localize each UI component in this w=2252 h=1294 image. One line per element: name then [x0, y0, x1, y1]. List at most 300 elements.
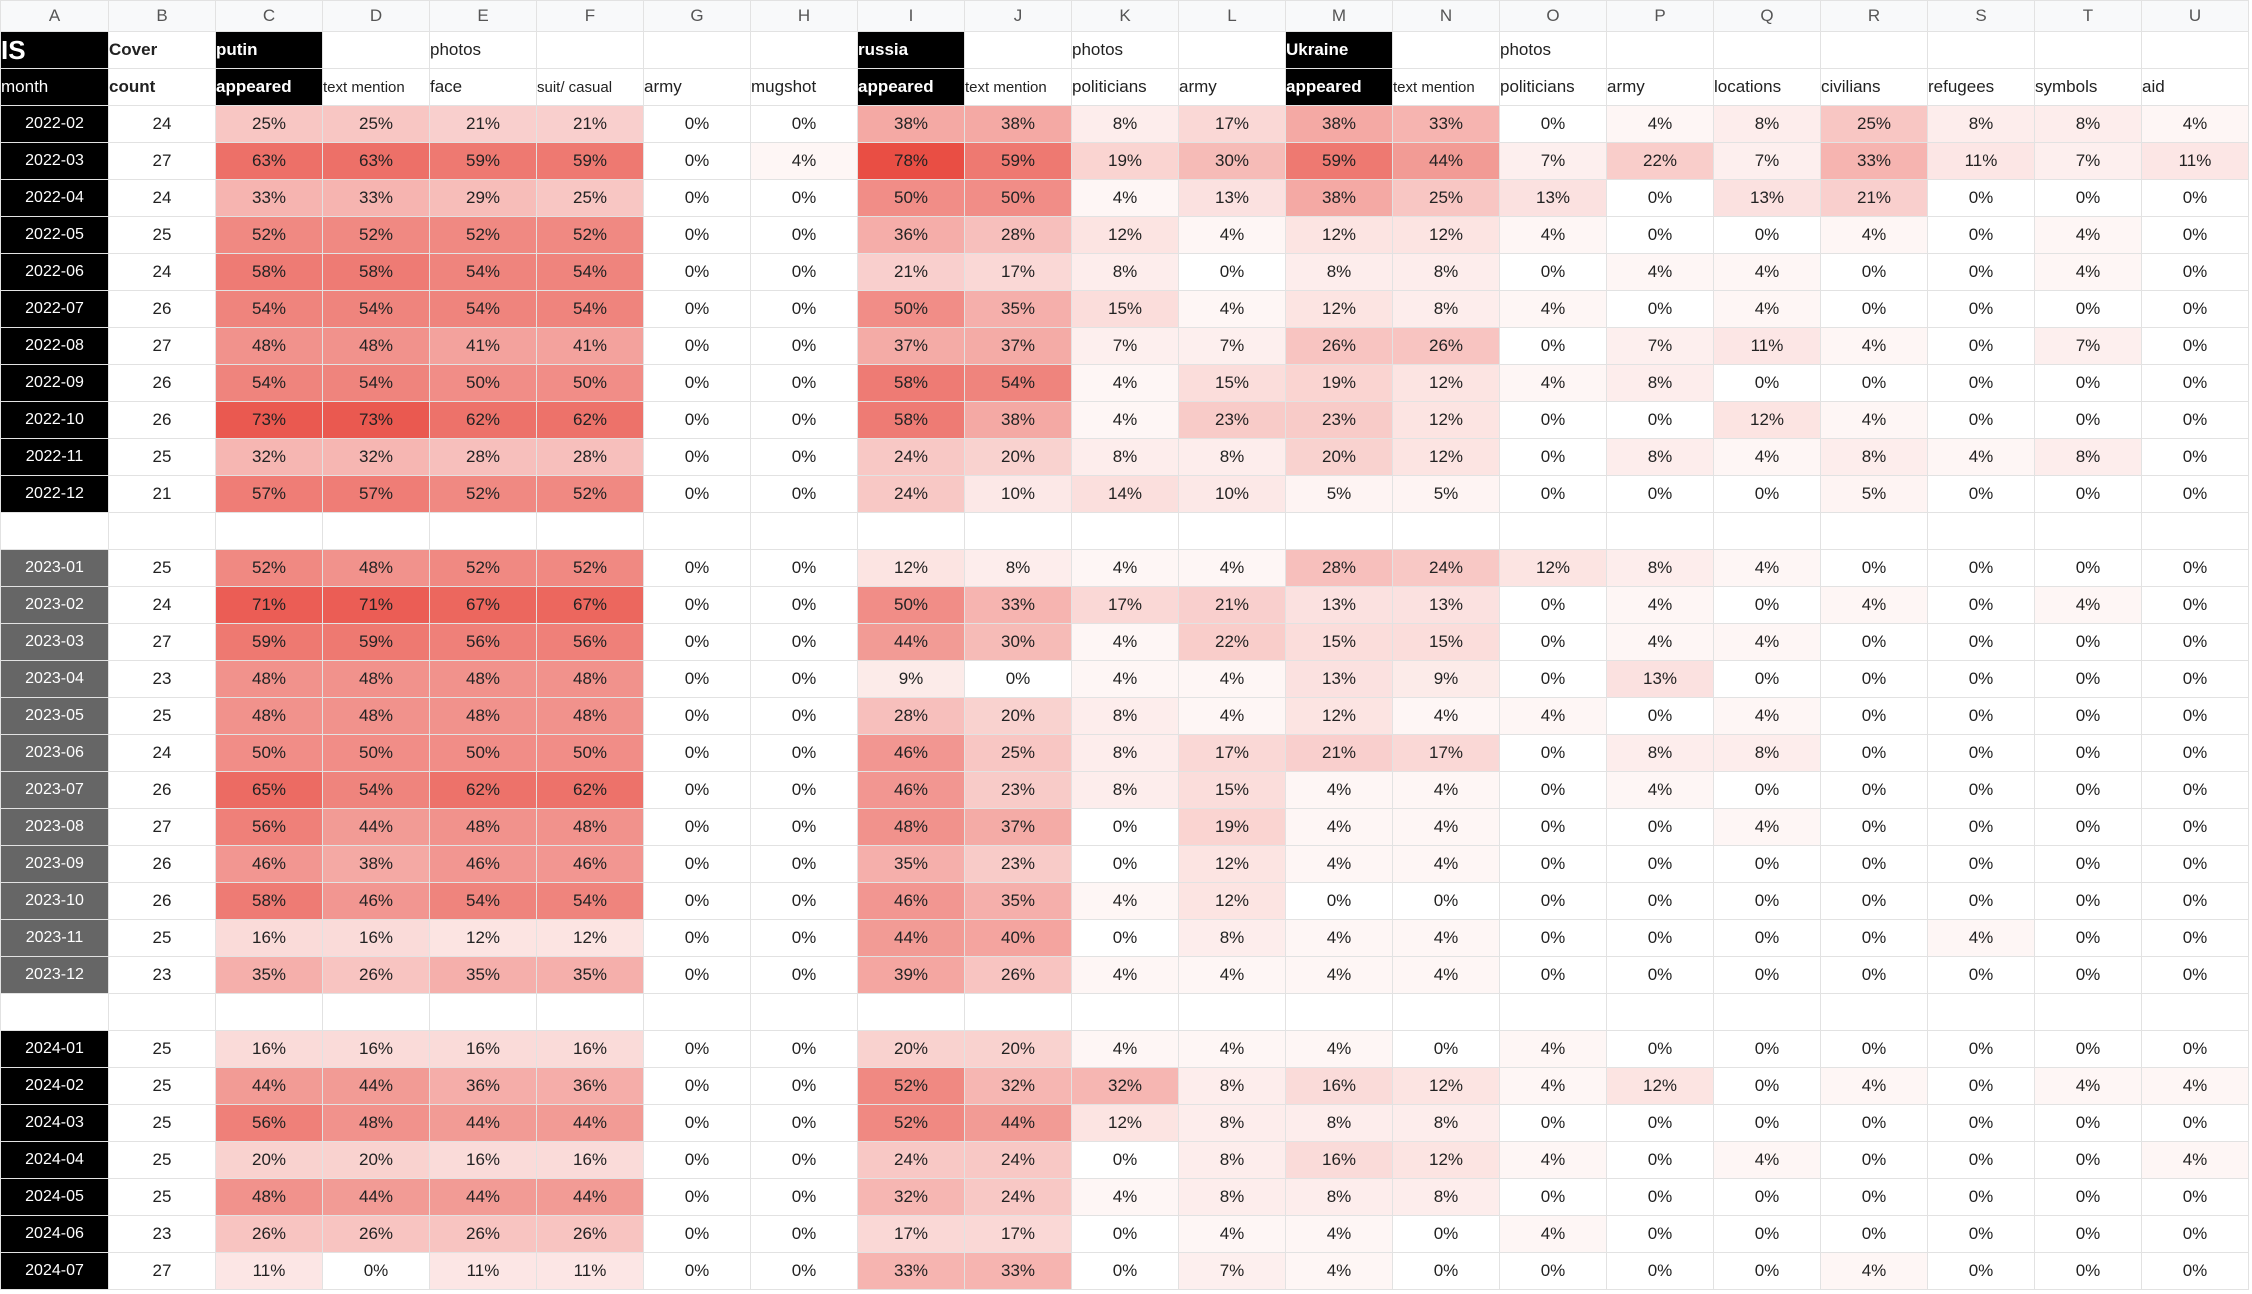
- percent-cell[interactable]: 0%: [1821, 698, 1928, 735]
- percent-cell[interactable]: 0%: [2142, 1031, 2249, 1068]
- percent-cell[interactable]: 4%: [1286, 846, 1393, 883]
- percent-cell[interactable]: 5%: [1393, 476, 1500, 513]
- header-cell[interactable]: photos: [1072, 32, 1179, 69]
- percent-cell[interactable]: 0%: [2035, 365, 2142, 402]
- percent-cell[interactable]: 4%: [1500, 291, 1607, 328]
- empty-cell[interactable]: [751, 513, 858, 550]
- percent-cell[interactable]: 4%: [1286, 920, 1393, 957]
- empty-cell[interactable]: [216, 513, 323, 550]
- percent-cell[interactable]: 48%: [430, 809, 537, 846]
- percent-cell[interactable]: 0%: [2142, 624, 2249, 661]
- month-cell[interactable]: 2024-01: [1, 1031, 109, 1068]
- percent-cell[interactable]: 21%: [858, 254, 965, 291]
- header-cell[interactable]: Ukraine: [1286, 32, 1393, 69]
- column-header-s[interactable]: S: [1928, 1, 2035, 32]
- percent-cell[interactable]: 4%: [1393, 846, 1500, 883]
- percent-cell[interactable]: 48%: [216, 328, 323, 365]
- month-cell[interactable]: 2022-12: [1, 476, 109, 513]
- empty-cell[interactable]: [323, 994, 430, 1031]
- percent-cell[interactable]: 30%: [1179, 143, 1286, 180]
- percent-cell[interactable]: 11%: [216, 1253, 323, 1290]
- empty-cell[interactable]: [1500, 994, 1607, 1031]
- percent-cell[interactable]: 56%: [216, 1105, 323, 1142]
- percent-cell[interactable]: 4%: [1500, 217, 1607, 254]
- percent-cell[interactable]: 37%: [965, 809, 1072, 846]
- percent-cell[interactable]: 0%: [751, 735, 858, 772]
- count-cell[interactable]: 23: [109, 661, 216, 698]
- percent-cell[interactable]: 15%: [1286, 624, 1393, 661]
- empty-cell[interactable]: [1500, 513, 1607, 550]
- percent-cell[interactable]: 16%: [323, 1031, 430, 1068]
- percent-cell[interactable]: 44%: [858, 920, 965, 957]
- percent-cell[interactable]: 36%: [537, 1068, 644, 1105]
- percent-cell[interactable]: 0%: [644, 920, 751, 957]
- percent-cell[interactable]: 44%: [323, 1179, 430, 1216]
- percent-cell[interactable]: 0%: [751, 476, 858, 513]
- percent-cell[interactable]: 62%: [537, 772, 644, 809]
- percent-cell[interactable]: 0%: [323, 1253, 430, 1290]
- percent-cell[interactable]: 0%: [644, 661, 751, 698]
- percent-cell[interactable]: 59%: [430, 143, 537, 180]
- count-cell[interactable]: 25: [109, 550, 216, 587]
- percent-cell[interactable]: 44%: [430, 1105, 537, 1142]
- percent-cell[interactable]: 13%: [1393, 587, 1500, 624]
- percent-cell[interactable]: 59%: [323, 624, 430, 661]
- percent-cell[interactable]: 62%: [430, 402, 537, 439]
- empty-cell[interactable]: [537, 513, 644, 550]
- percent-cell[interactable]: 4%: [1714, 809, 1821, 846]
- percent-cell[interactable]: 38%: [1286, 106, 1393, 143]
- percent-cell[interactable]: 0%: [2035, 291, 2142, 328]
- percent-cell[interactable]: 7%: [1179, 1253, 1286, 1290]
- percent-cell[interactable]: 0%: [1821, 1216, 1928, 1253]
- percent-cell[interactable]: 23%: [965, 772, 1072, 809]
- percent-cell[interactable]: 11%: [537, 1253, 644, 1290]
- percent-cell[interactable]: 0%: [1500, 1179, 1607, 1216]
- empty-cell[interactable]: [1821, 994, 1928, 1031]
- column-header-d[interactable]: D: [323, 1, 430, 32]
- percent-cell[interactable]: 26%: [1286, 328, 1393, 365]
- empty-cell[interactable]: [1928, 513, 2035, 550]
- percent-cell[interactable]: 0%: [1607, 883, 1714, 920]
- percent-cell[interactable]: 12%: [1179, 883, 1286, 920]
- percent-cell[interactable]: 50%: [537, 735, 644, 772]
- percent-cell[interactable]: 50%: [537, 365, 644, 402]
- percent-cell[interactable]: 0%: [1500, 809, 1607, 846]
- percent-cell[interactable]: 48%: [537, 809, 644, 846]
- percent-cell[interactable]: 17%: [965, 1216, 1072, 1253]
- column-header-k[interactable]: K: [1072, 1, 1179, 32]
- percent-cell[interactable]: 0%: [1714, 1253, 1821, 1290]
- percent-cell[interactable]: 0%: [1714, 883, 1821, 920]
- percent-cell[interactable]: 48%: [430, 661, 537, 698]
- percent-cell[interactable]: 4%: [1179, 698, 1286, 735]
- percent-cell[interactable]: 4%: [2142, 1068, 2249, 1105]
- percent-cell[interactable]: 4%: [1286, 1031, 1393, 1068]
- count-cell[interactable]: 26: [109, 883, 216, 920]
- percent-cell[interactable]: 26%: [965, 957, 1072, 994]
- percent-cell[interactable]: 0%: [751, 291, 858, 328]
- percent-cell[interactable]: 4%: [1393, 957, 1500, 994]
- percent-cell[interactable]: 22%: [1179, 624, 1286, 661]
- percent-cell[interactable]: 50%: [216, 735, 323, 772]
- percent-cell[interactable]: 12%: [537, 920, 644, 957]
- percent-cell[interactable]: 28%: [858, 698, 965, 735]
- percent-cell[interactable]: 52%: [430, 550, 537, 587]
- percent-cell[interactable]: 8%: [1286, 1179, 1393, 1216]
- percent-cell[interactable]: 12%: [1714, 402, 1821, 439]
- percent-cell[interactable]: 10%: [1179, 476, 1286, 513]
- count-cell[interactable]: 27: [109, 143, 216, 180]
- percent-cell[interactable]: 0%: [1607, 1179, 1714, 1216]
- percent-cell[interactable]: 0%: [1928, 1179, 2035, 1216]
- percent-cell[interactable]: 4%: [1821, 217, 1928, 254]
- percent-cell[interactable]: 50%: [858, 291, 965, 328]
- percent-cell[interactable]: 0%: [1607, 809, 1714, 846]
- percent-cell[interactable]: 0%: [2035, 846, 2142, 883]
- column-header-h[interactable]: H: [751, 1, 858, 32]
- subheader-cell[interactable]: politicians: [1072, 69, 1179, 106]
- percent-cell[interactable]: 28%: [965, 217, 1072, 254]
- percent-cell[interactable]: 4%: [1072, 402, 1179, 439]
- percent-cell[interactable]: 4%: [1714, 550, 1821, 587]
- month-cell[interactable]: 2022-05: [1, 217, 109, 254]
- percent-cell[interactable]: 71%: [216, 587, 323, 624]
- percent-cell[interactable]: 0%: [644, 180, 751, 217]
- column-header-q[interactable]: Q: [1714, 1, 1821, 32]
- header-cell[interactable]: [644, 32, 751, 69]
- percent-cell[interactable]: 0%: [1928, 1253, 2035, 1290]
- percent-cell[interactable]: 0%: [644, 772, 751, 809]
- percent-cell[interactable]: 0%: [1072, 920, 1179, 957]
- header-cell[interactable]: [1393, 32, 1500, 69]
- percent-cell[interactable]: 0%: [2142, 328, 2249, 365]
- percent-cell[interactable]: 0%: [2142, 772, 2249, 809]
- percent-cell[interactable]: 20%: [858, 1031, 965, 1068]
- percent-cell[interactable]: 0%: [751, 1142, 858, 1179]
- month-cell[interactable]: 2023-07: [1, 772, 109, 809]
- percent-cell[interactable]: 0%: [751, 328, 858, 365]
- month-cell[interactable]: 2024-04: [1, 1142, 109, 1179]
- count-cell[interactable]: 26: [109, 291, 216, 328]
- percent-cell[interactable]: 0%: [644, 698, 751, 735]
- percent-cell[interactable]: 0%: [2142, 735, 2249, 772]
- percent-cell[interactable]: 14%: [1072, 476, 1179, 513]
- percent-cell[interactable]: 41%: [430, 328, 537, 365]
- percent-cell[interactable]: 4%: [1179, 550, 1286, 587]
- percent-cell[interactable]: 7%: [1607, 328, 1714, 365]
- percent-cell[interactable]: 13%: [1607, 661, 1714, 698]
- percent-cell[interactable]: 4%: [2142, 1142, 2249, 1179]
- percent-cell[interactable]: 0%: [2035, 920, 2142, 957]
- percent-cell[interactable]: 8%: [2035, 106, 2142, 143]
- percent-cell[interactable]: 7%: [2035, 328, 2142, 365]
- subheader-cell[interactable]: symbols: [2035, 69, 2142, 106]
- percent-cell[interactable]: 0%: [1821, 883, 1928, 920]
- header-cell[interactable]: [2142, 32, 2249, 69]
- percent-cell[interactable]: 0%: [1714, 365, 1821, 402]
- empty-cell[interactable]: [858, 994, 965, 1031]
- percent-cell[interactable]: 48%: [323, 698, 430, 735]
- percent-cell[interactable]: 0%: [1928, 217, 2035, 254]
- percent-cell[interactable]: 54%: [216, 365, 323, 402]
- column-header-c[interactable]: C: [216, 1, 323, 32]
- empty-cell[interactable]: [430, 513, 537, 550]
- month-cell[interactable]: 2023-04: [1, 661, 109, 698]
- month-cell[interactable]: 2023-12: [1, 957, 109, 994]
- percent-cell[interactable]: 4%: [1821, 402, 1928, 439]
- percent-cell[interactable]: 0%: [1286, 883, 1393, 920]
- percent-cell[interactable]: 4%: [1072, 1031, 1179, 1068]
- percent-cell[interactable]: 0%: [1714, 772, 1821, 809]
- percent-cell[interactable]: 10%: [965, 476, 1072, 513]
- percent-cell[interactable]: 0%: [1500, 735, 1607, 772]
- percent-cell[interactable]: 20%: [965, 439, 1072, 476]
- empty-cell[interactable]: [1393, 513, 1500, 550]
- percent-cell[interactable]: 35%: [216, 957, 323, 994]
- percent-cell[interactable]: 62%: [537, 402, 644, 439]
- percent-cell[interactable]: 26%: [323, 957, 430, 994]
- percent-cell[interactable]: 33%: [858, 1253, 965, 1290]
- percent-cell[interactable]: 12%: [1072, 217, 1179, 254]
- percent-cell[interactable]: 48%: [323, 550, 430, 587]
- percent-cell[interactable]: 0%: [751, 1068, 858, 1105]
- percent-cell[interactable]: 0%: [751, 106, 858, 143]
- subheader-cell[interactable]: suit/ casual: [537, 69, 644, 106]
- percent-cell[interactable]: 52%: [323, 217, 430, 254]
- percent-cell[interactable]: 44%: [216, 1068, 323, 1105]
- percent-cell[interactable]: 12%: [1179, 846, 1286, 883]
- count-cell[interactable]: 27: [109, 624, 216, 661]
- column-header-n[interactable]: N: [1393, 1, 1500, 32]
- percent-cell[interactable]: 4%: [1500, 1142, 1607, 1179]
- percent-cell[interactable]: 12%: [1393, 439, 1500, 476]
- percent-cell[interactable]: 0%: [1072, 809, 1179, 846]
- subheader-cell[interactable]: army: [1607, 69, 1714, 106]
- percent-cell[interactable]: 0%: [751, 957, 858, 994]
- percent-cell[interactable]: 24%: [965, 1142, 1072, 1179]
- percent-cell[interactable]: 0%: [751, 550, 858, 587]
- subheader-cell[interactable]: appeared: [216, 69, 323, 106]
- percent-cell[interactable]: 17%: [1393, 735, 1500, 772]
- percent-cell[interactable]: 0%: [2035, 180, 2142, 217]
- percent-cell[interactable]: 0%: [2142, 1216, 2249, 1253]
- percent-cell[interactable]: 12%: [1500, 550, 1607, 587]
- percent-cell[interactable]: 0%: [644, 957, 751, 994]
- percent-cell[interactable]: 0%: [2142, 217, 2249, 254]
- percent-cell[interactable]: 8%: [1607, 365, 1714, 402]
- percent-cell[interactable]: 0%: [2142, 1105, 2249, 1142]
- count-cell[interactable]: 26: [109, 846, 216, 883]
- percent-cell[interactable]: 0%: [1500, 254, 1607, 291]
- header-cell[interactable]: [2035, 32, 2142, 69]
- count-cell[interactable]: 25: [109, 1179, 216, 1216]
- month-cell[interactable]: 2023-06: [1, 735, 109, 772]
- percent-cell[interactable]: 21%: [1179, 587, 1286, 624]
- percent-cell[interactable]: 8%: [1179, 439, 1286, 476]
- percent-cell[interactable]: 8%: [1179, 920, 1286, 957]
- count-cell[interactable]: 25: [109, 698, 216, 735]
- percent-cell[interactable]: 46%: [323, 883, 430, 920]
- percent-cell[interactable]: 67%: [430, 587, 537, 624]
- percent-cell[interactable]: 38%: [965, 106, 1072, 143]
- percent-cell[interactable]: 4%: [2142, 106, 2249, 143]
- percent-cell[interactable]: 4%: [1928, 920, 2035, 957]
- percent-cell[interactable]: 0%: [1928, 254, 2035, 291]
- percent-cell[interactable]: 4%: [1179, 661, 1286, 698]
- column-header-m[interactable]: M: [1286, 1, 1393, 32]
- percent-cell[interactable]: 0%: [1607, 402, 1714, 439]
- percent-cell[interactable]: 0%: [1500, 587, 1607, 624]
- percent-cell[interactable]: 0%: [1821, 624, 1928, 661]
- percent-cell[interactable]: 38%: [858, 106, 965, 143]
- percent-cell[interactable]: 12%: [1393, 365, 1500, 402]
- percent-cell[interactable]: 0%: [1500, 439, 1607, 476]
- percent-cell[interactable]: 0%: [2035, 1031, 2142, 1068]
- column-header-t[interactable]: T: [2035, 1, 2142, 32]
- percent-cell[interactable]: 52%: [537, 476, 644, 513]
- percent-cell[interactable]: 32%: [858, 1179, 965, 1216]
- percent-cell[interactable]: 26%: [323, 1216, 430, 1253]
- percent-cell[interactable]: 50%: [858, 180, 965, 217]
- percent-cell[interactable]: 0%: [751, 402, 858, 439]
- month-cell[interactable]: 2023-03: [1, 624, 109, 661]
- percent-cell[interactable]: 0%: [1928, 735, 2035, 772]
- percent-cell[interactable]: 4%: [1607, 587, 1714, 624]
- percent-cell[interactable]: 4%: [1607, 624, 1714, 661]
- percent-cell[interactable]: 0%: [751, 217, 858, 254]
- percent-cell[interactable]: 0%: [2142, 180, 2249, 217]
- percent-cell[interactable]: 8%: [1714, 735, 1821, 772]
- percent-cell[interactable]: 8%: [1286, 254, 1393, 291]
- percent-cell[interactable]: 0%: [1821, 365, 1928, 402]
- percent-cell[interactable]: 8%: [1179, 1068, 1286, 1105]
- percent-cell[interactable]: 0%: [2035, 550, 2142, 587]
- percent-cell[interactable]: 4%: [1500, 1216, 1607, 1253]
- percent-cell[interactable]: 4%: [1500, 1068, 1607, 1105]
- empty-cell[interactable]: [1393, 994, 1500, 1031]
- percent-cell[interactable]: 4%: [1393, 809, 1500, 846]
- percent-cell[interactable]: 67%: [537, 587, 644, 624]
- percent-cell[interactable]: 4%: [1821, 587, 1928, 624]
- percent-cell[interactable]: 0%: [644, 1253, 751, 1290]
- sheet-title-cell[interactable]: IS: [1, 32, 109, 69]
- empty-cell[interactable]: [1286, 994, 1393, 1031]
- percent-cell[interactable]: 0%: [1928, 1068, 2035, 1105]
- percent-cell[interactable]: 0%: [1607, 1216, 1714, 1253]
- percent-cell[interactable]: 50%: [430, 735, 537, 772]
- percent-cell[interactable]: 0%: [1072, 1142, 1179, 1179]
- empty-cell[interactable]: [216, 994, 323, 1031]
- count-cell[interactable]: 26: [109, 365, 216, 402]
- percent-cell[interactable]: 0%: [1714, 661, 1821, 698]
- percent-cell[interactable]: 71%: [323, 587, 430, 624]
- percent-cell[interactable]: 0%: [1821, 772, 1928, 809]
- percent-cell[interactable]: 58%: [216, 883, 323, 920]
- percent-cell[interactable]: 9%: [858, 661, 965, 698]
- percent-cell[interactable]: 25%: [1821, 106, 1928, 143]
- percent-cell[interactable]: 0%: [2035, 402, 2142, 439]
- subheader-cell[interactable]: refugees: [1928, 69, 2035, 106]
- percent-cell[interactable]: 4%: [1714, 254, 1821, 291]
- percent-cell[interactable]: 16%: [1286, 1068, 1393, 1105]
- column-header-o[interactable]: O: [1500, 1, 1607, 32]
- percent-cell[interactable]: 4%: [1607, 254, 1714, 291]
- month-cell[interactable]: 2022-03: [1, 143, 109, 180]
- empty-cell[interactable]: [1714, 513, 1821, 550]
- percent-cell[interactable]: 0%: [751, 180, 858, 217]
- percent-cell[interactable]: 9%: [1393, 661, 1500, 698]
- percent-cell[interactable]: 8%: [1286, 1105, 1393, 1142]
- percent-cell[interactable]: 8%: [1607, 550, 1714, 587]
- percent-cell[interactable]: 20%: [965, 1031, 1072, 1068]
- month-cell[interactable]: 2022-06: [1, 254, 109, 291]
- percent-cell[interactable]: 48%: [430, 698, 537, 735]
- percent-cell[interactable]: 0%: [1821, 846, 1928, 883]
- column-header-g[interactable]: G: [644, 1, 751, 32]
- empty-cell[interactable]: [1714, 994, 1821, 1031]
- percent-cell[interactable]: 4%: [2035, 1068, 2142, 1105]
- percent-cell[interactable]: 46%: [858, 735, 965, 772]
- percent-cell[interactable]: 0%: [644, 439, 751, 476]
- percent-cell[interactable]: 0%: [1607, 1031, 1714, 1068]
- percent-cell[interactable]: 0%: [751, 772, 858, 809]
- percent-cell[interactable]: 0%: [644, 1216, 751, 1253]
- percent-cell[interactable]: 54%: [216, 291, 323, 328]
- percent-cell[interactable]: 40%: [965, 920, 1072, 957]
- percent-cell[interactable]: 11%: [1928, 143, 2035, 180]
- percent-cell[interactable]: 0%: [1500, 1105, 1607, 1142]
- percent-cell[interactable]: 0%: [1821, 1179, 1928, 1216]
- percent-cell[interactable]: 0%: [2142, 661, 2249, 698]
- percent-cell[interactable]: 0%: [1500, 624, 1607, 661]
- percent-cell[interactable]: 58%: [858, 365, 965, 402]
- percent-cell[interactable]: 63%: [216, 143, 323, 180]
- percent-cell[interactable]: 11%: [2142, 143, 2249, 180]
- percent-cell[interactable]: 0%: [1821, 809, 1928, 846]
- percent-cell[interactable]: 33%: [965, 1253, 1072, 1290]
- subheader-cell[interactable]: civilians: [1821, 69, 1928, 106]
- percent-cell[interactable]: 4%: [751, 143, 858, 180]
- percent-cell[interactable]: 0%: [2142, 920, 2249, 957]
- percent-cell[interactable]: 16%: [537, 1142, 644, 1179]
- percent-cell[interactable]: 4%: [1714, 1142, 1821, 1179]
- column-header-f[interactable]: F: [537, 1, 644, 32]
- percent-cell[interactable]: 0%: [1607, 698, 1714, 735]
- percent-cell[interactable]: 7%: [2035, 143, 2142, 180]
- header-cell[interactable]: [1821, 32, 1928, 69]
- percent-cell[interactable]: 4%: [1072, 1179, 1179, 1216]
- percent-cell[interactable]: 54%: [323, 365, 430, 402]
- percent-cell[interactable]: 12%: [1607, 1068, 1714, 1105]
- percent-cell[interactable]: 0%: [1179, 254, 1286, 291]
- percent-cell[interactable]: 4%: [1607, 106, 1714, 143]
- percent-cell[interactable]: 37%: [965, 328, 1072, 365]
- percent-cell[interactable]: 4%: [1072, 624, 1179, 661]
- percent-cell[interactable]: 46%: [537, 846, 644, 883]
- percent-cell[interactable]: 0%: [2142, 957, 2249, 994]
- percent-cell[interactable]: 7%: [1500, 143, 1607, 180]
- percent-cell[interactable]: 46%: [216, 846, 323, 883]
- percent-cell[interactable]: 24%: [1393, 550, 1500, 587]
- percent-cell[interactable]: 0%: [1821, 550, 1928, 587]
- count-cell[interactable]: 24: [109, 254, 216, 291]
- percent-cell[interactable]: 4%: [1500, 1031, 1607, 1068]
- percent-cell[interactable]: 0%: [2035, 698, 2142, 735]
- month-cell[interactable]: 2024-05: [1, 1179, 109, 1216]
- empty-cell[interactable]: [537, 994, 644, 1031]
- percent-cell[interactable]: 52%: [537, 550, 644, 587]
